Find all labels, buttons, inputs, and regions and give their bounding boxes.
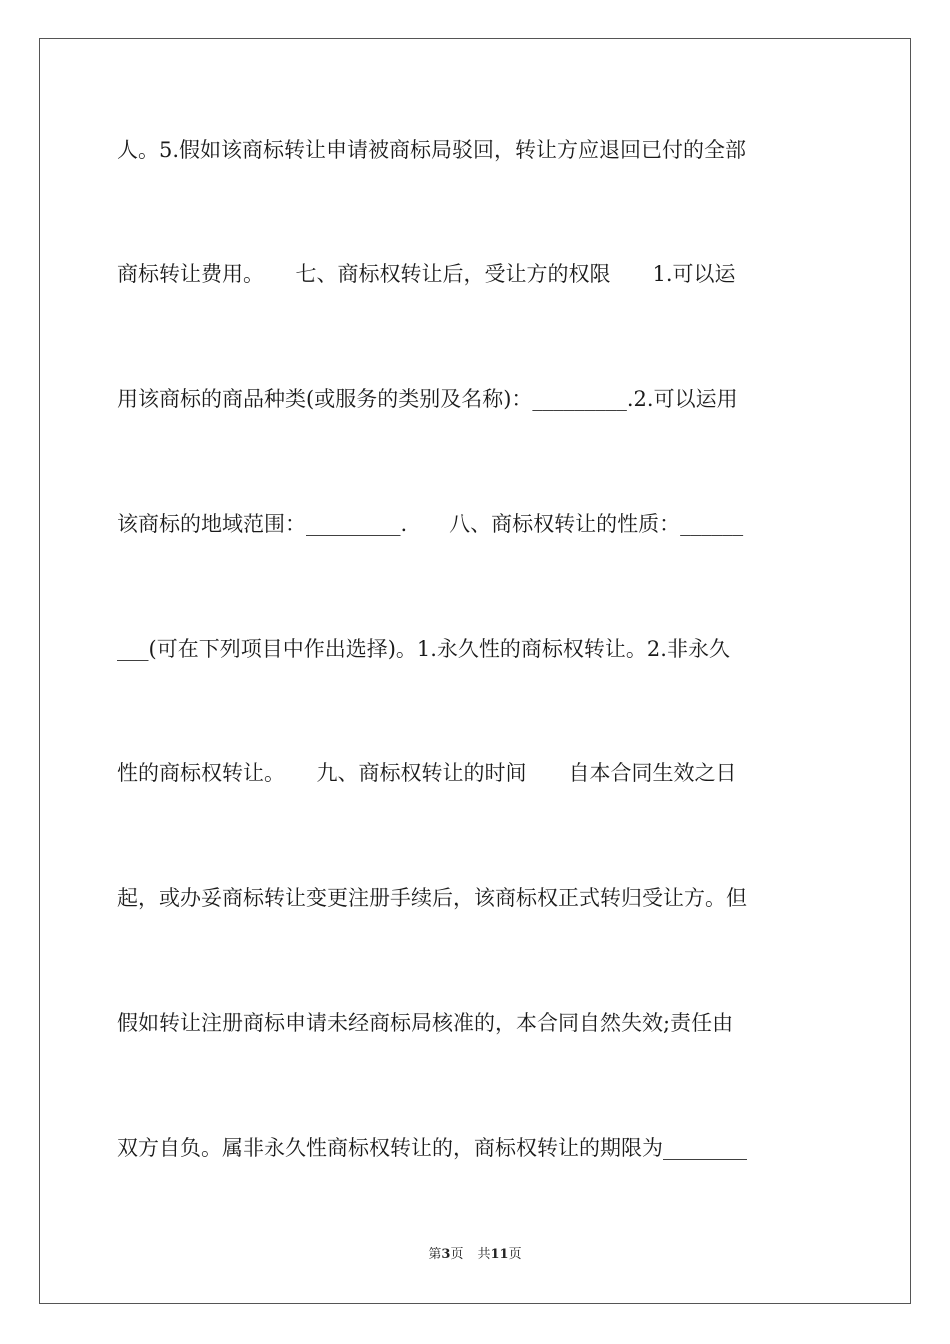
page-border bbox=[39, 38, 911, 1304]
page-total-number: 11 bbox=[490, 1247, 509, 1262]
total-label-prefix: 共 bbox=[477, 1247, 491, 1262]
total-label-suffix: 页 bbox=[508, 1247, 522, 1262]
page-label-prefix: 第 bbox=[428, 1247, 442, 1262]
text-line-9: 双方自负。属非永久性商标权转让的，商标权转让的期限为________ bbox=[117, 1136, 747, 1160]
text-line-6: 性的商标权转让。 九、商标权转让的时间 自本合同生效之日 bbox=[117, 761, 737, 785]
text-line-5: ___(可在下列项目中作出选择)。1.永久性的商标权转让。2.非永久 bbox=[117, 637, 730, 661]
page-footer bbox=[0, 1246, 950, 1264]
text-line-4: 该商标的地域范围：_________. 八、商标权转让的性质：______ bbox=[117, 512, 744, 536]
page-label-suffix: 页 bbox=[450, 1247, 464, 1262]
page-current-number: 3 bbox=[441, 1247, 451, 1262]
text-line-8: 假如转让注册商标申请未经商标局核准的，本合同自然失效;责任由 bbox=[117, 1011, 734, 1035]
text-line-1: 人。5.假如该商标转让申请被商标局驳回，转让方应退回已付的全部 bbox=[117, 138, 747, 162]
text-line-7: 起，或办妥商标转让变更注册手续后，该商标权正式转归受让方。但 bbox=[117, 886, 747, 910]
text-line-3: 用该商标的商品种类(或服务的类别及名称)：_________.2.可以运用 bbox=[117, 387, 738, 411]
text-line-2: 商标转让费用。 七、商标权转让后，受让方的权限 1.可以运 bbox=[117, 262, 736, 286]
